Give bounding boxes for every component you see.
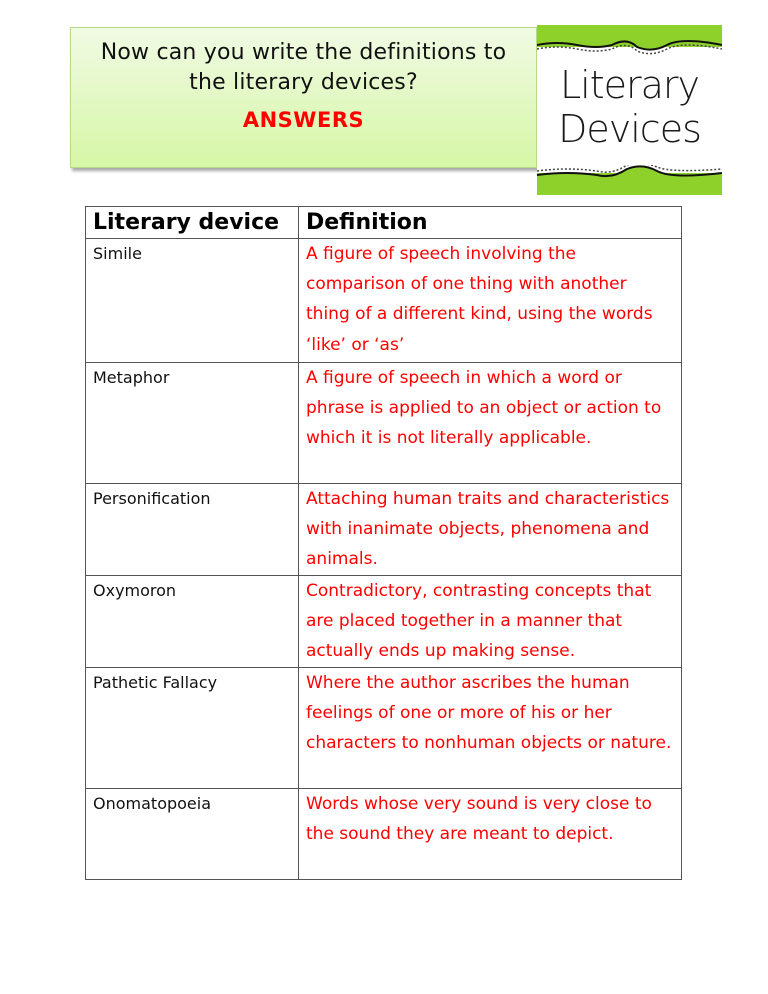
device-definition: A figure of speech involving the comparison of one thing with another thing of a different kind, using the words ‘like’ or ‘as’	[299, 239, 682, 363]
device-name: Onomatopoeia	[86, 788, 299, 879]
table-row	[86, 239, 682, 363]
device-name: Pathetic Fallacy	[86, 667, 299, 788]
device-name: Metaphor	[86, 363, 299, 484]
device-name: Simile	[86, 239, 299, 363]
logo-line-2: Devices	[558, 107, 701, 151]
header-definition: Definition	[299, 207, 682, 239]
logo-line-1: Literary	[559, 63, 700, 107]
device-definition: Contradictory, contrasting concepts that are placed together in a manner that actually ends up making sense.	[299, 575, 682, 667]
title-box	[70, 27, 537, 168]
device-name: Oxymoron	[86, 575, 299, 667]
table-row	[86, 575, 682, 667]
literary-devices-table	[85, 206, 682, 880]
table-row	[86, 363, 682, 484]
header-literary-device: Literary device	[86, 207, 299, 239]
device-definition: Words whose very sound is very close to the sound they are meant to depict.	[299, 788, 682, 879]
wave-border-top-icon	[537, 39, 722, 55]
table-row	[86, 667, 682, 788]
device-name: Personification	[86, 484, 299, 576]
question-line-2: the literary devices?	[189, 70, 418, 95]
table-row	[86, 484, 682, 576]
question-line-1: Now can you write the definitions to	[100, 40, 507, 65]
device-definition: A figure of speech in which a word or phrase is applied to an object or action to which it is not literally applicable.	[299, 363, 682, 484]
table-row	[86, 788, 682, 879]
wave-border-bottom-icon	[537, 165, 722, 181]
device-definition: Where the author ascribes the human feelings of one or more of his or her characters to nonhuman objects or nature.	[299, 667, 682, 788]
answers-label: ANSWERS	[242, 108, 365, 132]
literary-devices-logo	[537, 25, 722, 195]
device-definition: Attaching human traits and characteristics with inanimate objects, phenomena and animals.	[299, 484, 682, 576]
table-header-row	[86, 207, 682, 239]
